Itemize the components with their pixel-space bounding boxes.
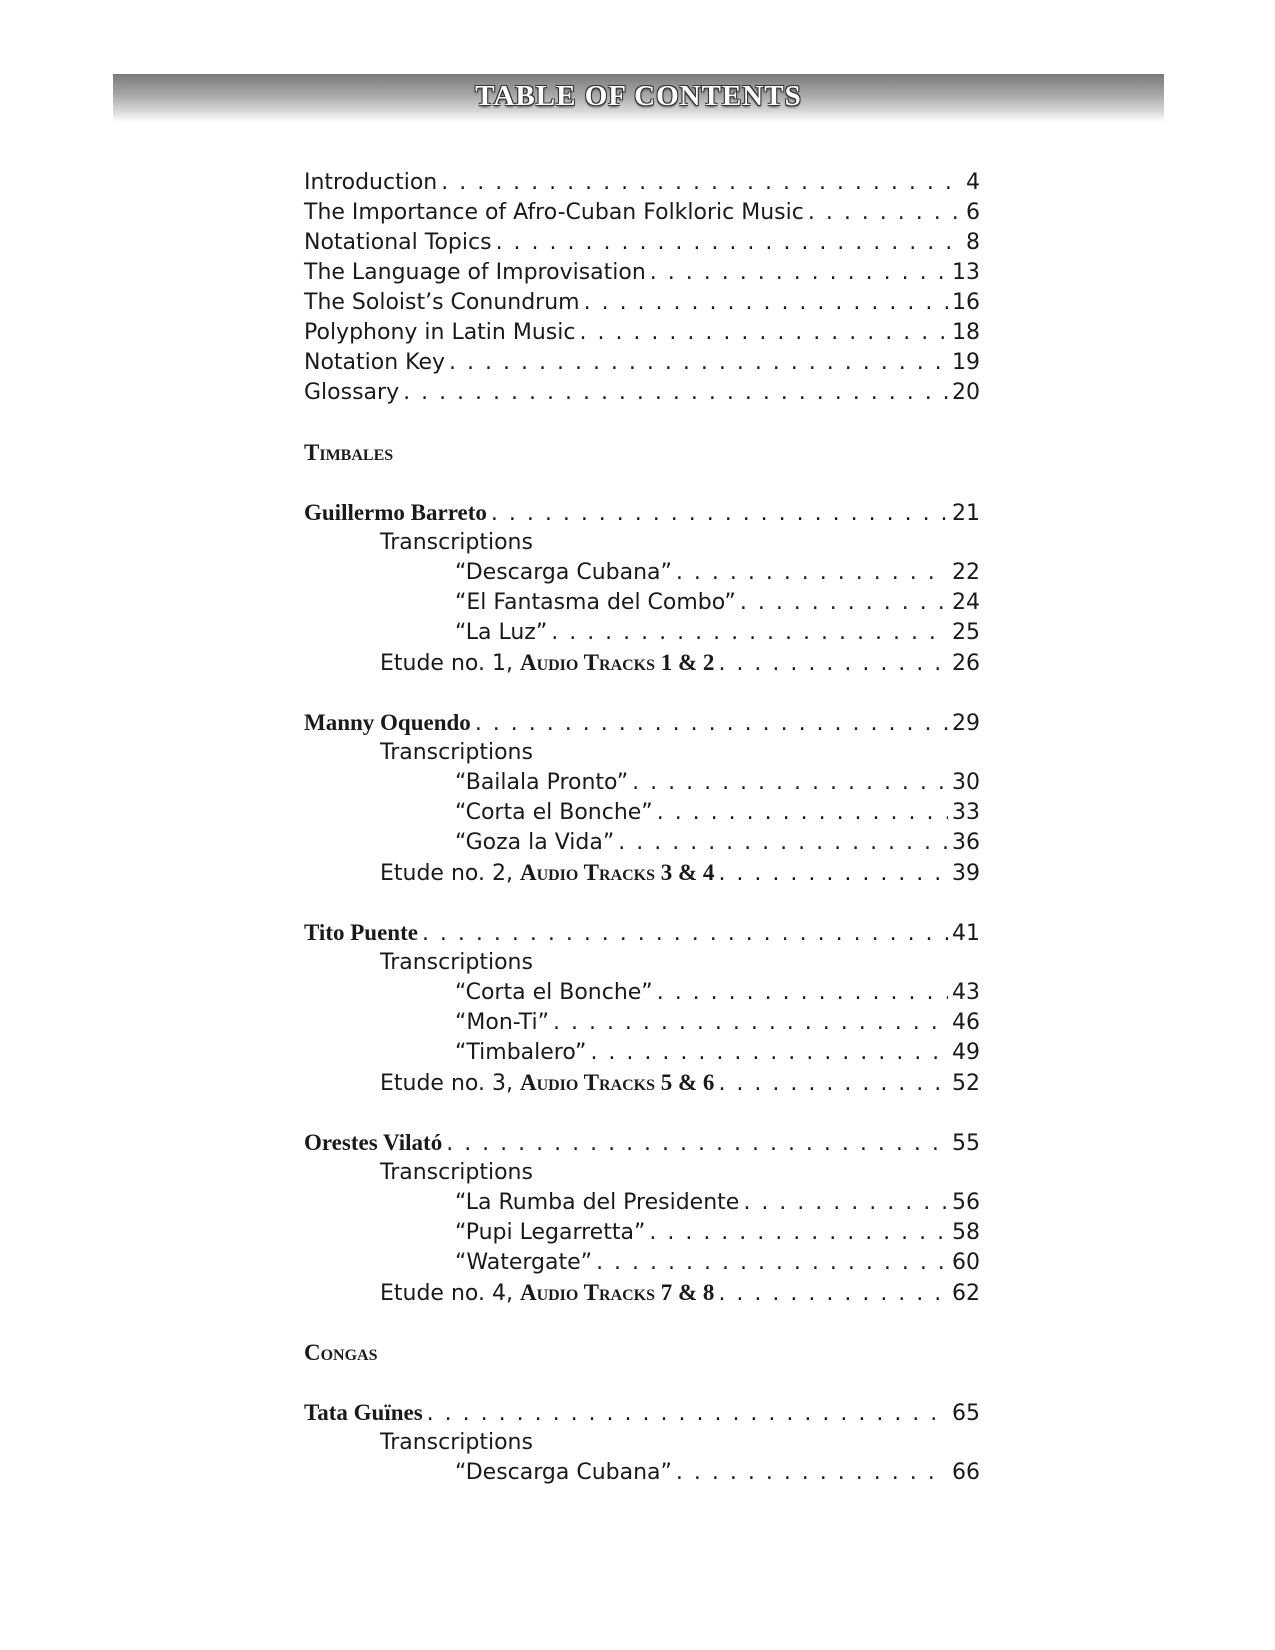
- toc-entry[interactable]: Glossary . . . 20: [304, 378, 980, 408]
- toc-artist-entry[interactable]: Manny Oquendo . . . 29: [304, 708, 980, 738]
- toc-entry[interactable]: The Soloist’s Conundrum . . . 16: [304, 288, 980, 318]
- toc-entry[interactable]: Polyphony in Latin Music . . . 18: [304, 318, 980, 348]
- toc-song-entry[interactable]: “Pupi Legarretta” . . . 58: [304, 1218, 980, 1248]
- transcriptions-label: Transcriptions: [380, 1430, 533, 1455]
- toc-song-entry[interactable]: “Corta el Bonche” . . . 33: [304, 798, 980, 828]
- toc-song-entry[interactable]: “Descarga Cubana” . . . 66: [304, 1458, 980, 1488]
- toc-etude-entry[interactable]: Etude no. 4, Audio Tracks 7 & 8 . . . 62: [304, 1278, 980, 1308]
- toc-song-entry[interactable]: “Timbalero” . . . 49: [304, 1038, 980, 1068]
- transcriptions-label: Transcriptions: [380, 740, 533, 765]
- toc-song-entry[interactable]: “Goza la Vida” . . . 36: [304, 828, 980, 858]
- transcriptions-label: Transcriptions: [380, 950, 533, 975]
- section-heading-congas: Congas: [304, 1340, 378, 1365]
- toc-artist-entry[interactable]: Tata Guïnes . . . 65: [304, 1398, 980, 1428]
- toc-artist-entry[interactable]: Orestes Vilató . . . 55: [304, 1128, 980, 1158]
- toc-etude-entry[interactable]: Etude no. 3, Audio Tracks 5 & 6 . . . 52: [304, 1068, 980, 1098]
- page-title: TABLE OF CONTENTS: [475, 80, 802, 112]
- toc-song-entry[interactable]: “Watergate” . . . 60: [304, 1248, 980, 1278]
- table-of-contents: [304, 168, 980, 1488]
- toc-entry[interactable]: Notation Key . . . 19: [304, 348, 980, 378]
- toc-song-entry[interactable]: “Corta el Bonche” . . . 43: [304, 978, 980, 1008]
- toc-song-entry[interactable]: “Mon-Ti” . . . 46: [304, 1008, 980, 1038]
- toc-song-entry[interactable]: “Descarga Cubana” . . . 22: [304, 558, 980, 588]
- toc-etude-entry[interactable]: Etude no. 2, Audio Tracks 3 & 4 . . . 39: [304, 858, 980, 888]
- toc-song-entry[interactable]: “Bailala Pronto” . . . 30: [304, 768, 980, 798]
- toc-song-entry[interactable]: “La Luz” . . . 25: [304, 618, 980, 648]
- toc-entry[interactable]: Notational Topics . . . 8: [304, 228, 980, 258]
- header-bar: [113, 74, 1164, 122]
- section-heading-timbales: Timbales: [304, 440, 394, 465]
- toc-song-entry[interactable]: “El Fantasma del Combo” . . . 24: [304, 588, 980, 618]
- toc-artist-entry[interactable]: Tito Puente . . . 41: [304, 918, 980, 948]
- transcriptions-label: Transcriptions: [380, 530, 533, 555]
- transcriptions-label: Transcriptions: [380, 1160, 533, 1185]
- toc-entry[interactable]: The Language of Improvisation . . . 13: [304, 258, 980, 288]
- toc-song-entry[interactable]: “La Rumba del Presidente . . . 56: [304, 1188, 980, 1218]
- toc-entry[interactable]: The Importance of Afro-Cuban Folkloric Music . . . 6: [304, 198, 980, 228]
- toc-entry[interactable]: Introduction . . . 4: [304, 168, 980, 198]
- toc-artist-entry[interactable]: Guillermo Barreto . . . 21: [304, 498, 980, 528]
- toc-etude-entry[interactable]: Etude no. 1, Audio Tracks 1 & 2 . . . 26: [304, 648, 980, 678]
